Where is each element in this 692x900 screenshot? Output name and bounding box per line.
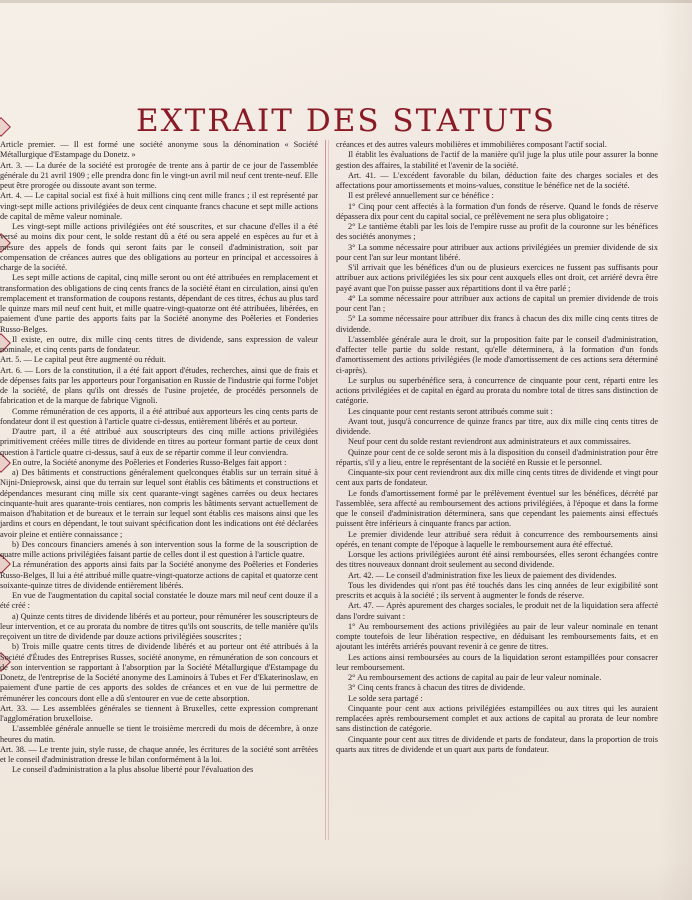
paragraph: 5° La somme nécessaire pour attribuer dix francs à chacun des dix mille cinq cents titres de dividende. bbox=[336, 314, 658, 334]
paragraph: Avant tout, jusqu'à concurrence de quinze francs par titre, aux dix mille cinq cents titres de dividende. bbox=[336, 416, 658, 436]
paragraph: L'assemblée générale aura le droit, sur la proposition faite par le conseil d'administration, d'affecter telle partie du solde restant, qu'elle déterminera, à la formation d'un fonds d'amortissement des actions privilégiées (le mode d'amortissement de ces actions sera déterminé ci-après). bbox=[336, 334, 658, 375]
paragraph: Art. 42. — Le conseil d'administration fixe les lieux de paiement des dividendes. bbox=[348, 570, 617, 580]
paragraph: Art. 4. — Le capital social est fixé à huit millions cinq cent mille francs ; il est représenté par vingt-sept mille actions privilégiées de deux cent cinquante francs chacune et sept mille actions de capital de même valeur nominale. bbox=[0, 191, 318, 221]
paragraph: Cinquante-six pour cent reviendront aux dix mille cinq cents titres de dividende et vingt pour cent aux parts de fondateur. bbox=[336, 468, 658, 488]
paragraph: 3° La somme nécessaire pour attribuer aux actions privilégiées un premier dividende de six pour cent l'an sur leur montant libéré. bbox=[336, 242, 658, 262]
paragraph: Les sept mille actions de capital, cinq mille seront ou ont été attribuées en remplacement et transformation des obligations de cinq cents francs de la société étant en circulation, ainsi qu'en remplacement et transformation de coupons restants, dépendant de ces titres, échus au plus tard le quinze mars mil neuf cent huit, et mille quatre-vingt-quatorze ont été attribuées, libérées, en paiement d'une partie des apports faits par la Société anonyme des Poêleries et Fonderies Russo-Belges. bbox=[0, 273, 318, 334]
paragraph: Art. 6. — Lors de la constitution, il a été fait apport d'études, recherches, ainsi que de frais et de dépenses faits par les apporteurs pour l'organisation en Russie de l'industrie qui forme l'objet de la société, de plans qu'ils ont dressés de l'usine projetée, de procédés personnels de fabrication et de la marque de fabrique Vignoli. bbox=[0, 365, 318, 406]
paragraph: Cinquante pour cent aux actions privilégiées estampillées ou aux titres qui les auraient remplacées après remboursement complet et aux actions de capital au prorata de leur nombre sans distinction de catégorie. bbox=[336, 703, 658, 734]
paragraph: Art. 47. — Après apurement des charges sociales, le produit net de la liquidation sera affecté dans l'ordre suivant : bbox=[336, 601, 658, 621]
paragraph: Le premier dividende leur attribué sera réduit à concurrence des remboursements ainsi opérés, en tenant compte de l'époque à laquelle le remboursement aura été effectué. bbox=[336, 529, 658, 549]
paragraph: La rémunération des apports ainsi faits par la Société anonyme des Poêleries et Fonderies Russo-Belges, Il lui a été attribué mille quatre-vingt-quatorze actions de capital et quatorze cent soixante-quinze titres de dividende entièrement libérés. bbox=[0, 560, 318, 590]
paragraph: Art. 5. — Le capital peut être augmenté ou réduit. bbox=[0, 355, 166, 365]
paragraph: Quinze pour cent de ce solde seront mis à la disposition du conseil d'administration pour être répartis, s'il y a lieu, entre le représentant de la société en Russie et le personnel. bbox=[336, 447, 658, 467]
paragraph: Les actions ainsi remboursées au cours de la liquidation seront estampillées pour consacrer leur remboursement. bbox=[336, 652, 658, 672]
paragraph: b) Des concours financiers amenés à son intervention sous la forme de la souscription de quatre mille actions privilégiées faisant partie de celles dont il est question à l'article quatre. bbox=[0, 539, 318, 559]
paragraph: En outre, la Société anonyme des Poêleries et Fonderies Russo-Belges fait apport : bbox=[12, 457, 287, 467]
paragraph: Article premier. — Il est formé une société anonyme sous la dénomination « Société Métallurgique d'Estampage du Donetz. » bbox=[0, 140, 318, 160]
paragraph: b) Trois mille quatre cents titres de dividende libérés et au porteur ont été attribués à la Société d'Études des Entreprises Russes, société anonyme, en rémunération de son concours et de son intervention se rapportant à l'absorption par la Société Métallurgique d'Estampage du Donetz, de l'entreprise de la Société anonyme des Laminoirs à Tubes et Fer d'Ekaterinoslaw, en paiement d'une partie de ces apports des soldes de créances et en vue de lui permettre de rémunérer les concours dont elle a dû s'entourer en vue de cette absorption. bbox=[0, 642, 318, 703]
paragraph: 2° Le tantième établi par les lois de l'empire russe au profit de la couronne sur les bénéfices des sociétés anonymes ; bbox=[336, 222, 658, 242]
paragraph: Il établit les évaluations de l'actif de la manière qu'il juge la plus utile pour assurer la bonne gestion des affaires, la stabilité et l'avenir de la société. bbox=[336, 150, 658, 170]
column-divider bbox=[328, 140, 329, 840]
paragraph: Art. 3. — La durée de la société est prorogée de trente ans à partir de ce jour de l'assemblée générale du 21 avril 1909 ; elle prendra donc fin le vingt-un avril mil neuf cent trente-neuf. Elle peut être prorogée ou dissoute avant son terme. bbox=[0, 160, 318, 190]
paragraph: Lorsque les actions privilégiées auront été ainsi remboursées, elles seront échangées contre des titres nouveaux donnant droit seulement au second dividende. bbox=[336, 550, 658, 570]
right-text-column bbox=[336, 140, 658, 840]
paragraph: Il est prélevé annuellement sur ce bénéfice : bbox=[348, 191, 494, 201]
paragraph: Cinquante pour cent aux titres de dividende et parts de fondateur, dans la proportion de trois quarts aux titres de dividende et un quart aux parts de fondateur. bbox=[336, 734, 658, 754]
paragraph: 4° La somme nécessaire pour attribuer aux actions de capital un premier dividende de trois pour cent l'an ; bbox=[336, 293, 658, 313]
paragraph: 2° Au remboursement des actions de capital au pair de leur valeur nominale. bbox=[348, 673, 602, 682]
paragraph: Les vingt-sept mille actions privilégiées ont été souscrites, et sur chacune d'elles il a été versé au moins dix pour cent, le solde restant dû a été ou sera appelé en espèces au fur et à mesure des appels de fonds qui seront faits par le conseil d'administration, soit par compensation de créances autres que des obligations au porteur en principal et accessoires à charge de la société. bbox=[0, 222, 318, 272]
paragraph: En vue de l'augmentation du capital social constatée le douze mars mil neuf cent douze il a été créé : bbox=[0, 591, 318, 611]
page-title: EXTRAIT DES STATUTS bbox=[135, 102, 557, 139]
paragraph: Comme rémunération de ces apports, il a été attribué aux apporteurs les cinq cents parts de fondateur dont il est question à l'article quatre ci-dessus, entièrement libérés et au porteur. bbox=[0, 406, 318, 426]
paragraph: D'autre part, il a été attribué aux souscripteurs des cinq mille actions privilégiées primitivement créées mille titres de dividende en titres au porteur formant partie de ceux dont question à l'article quatre ci-dessus, sauf à eux de se répartir comme il leur conviendra. bbox=[0, 427, 318, 457]
paragraph: Il existe, en outre, dix mille cinq cents titres de dividende, sans expression de valeur nominale, et cinq cents parts de fondateur. bbox=[0, 334, 318, 354]
paragraph: a) Quinze cents titres de dividende libérés et au porteur, pour rémunérer les souscripteurs de leur intervention, et ce au prorata du nombre de titres qu'ils ont souscrits, de telle manière qu'ils reçoivent un titre de dividende par douze actions privilégiées souscrites ; bbox=[0, 611, 318, 641]
paragraph: Neuf pour cent du solde restant reviendront aux administrateurs et aux commissaires. bbox=[348, 437, 631, 447]
paragraph: Le conseil d'administration a la plus absolue liberté pour l'évaluation des bbox=[12, 765, 254, 775]
paragraph: Le fonds d'amortissement formé par le prélèvement éventuel sur les bénéfices, décrété par l'assemblée, sera affecté au remboursement des actions privilégiées, à l'époque et dans la forme que le conseil d'administration déterminera, sans que cependant les paiements ainsi effectués puissent être inférieurs à cinquante francs par action. bbox=[336, 488, 658, 529]
paragraph: 1° Cinq pour cent affectés à la formation d'un fonds de réserve. Quand le fonds de réserve dépassera dix pour cent du capital social, ce prélèvement ne sera plus obligatoire ; bbox=[336, 201, 658, 221]
paragraph: Art. 33. — Les assemblées générales se tiennent à Bruxelles, cette expression comprenant l'agglomération bruxelloise. bbox=[0, 703, 318, 723]
paragraph: Art. 38. — Le trente juin, style russe, de chaque année, les écritures de la société sont arrêtées et le conseil d'administration dresse le bilan conformément à la loi. bbox=[0, 744, 318, 764]
left-text-column bbox=[0, 140, 318, 840]
top-edge bbox=[0, 0, 692, 3]
paragraph: 1° Au remboursement des actions privilégiées au pair de leur valeur nominale en tenant compte toutefois de leur libération respective, en déduisant les remboursements faits, et en ajoutant les intérêts arriérés pouvant revenir à ce genre de titres. bbox=[336, 621, 658, 652]
paragraph: L'assemblée générale annuelle se tient le troisième mercredi du mois de décembre, à onze heures du matin. bbox=[0, 724, 318, 744]
page-bottom-shadow bbox=[0, 860, 692, 900]
paragraph: S'il arrivait que les bénéfices d'un ou de plusieurs exercices ne fussent pas suffisants pour attribuer aux actions privilégiées les six pour cent auxquels elles ont droit, cet arriéré devra être payé avant que l'on puisse passer aux répartitions dont il va être parlé ; bbox=[336, 263, 658, 293]
paragraph: créances et des autres valeurs mobilières et immobilières composant l'actif social. bbox=[336, 140, 607, 149]
paragraph: Tous les dividendes qui n'ont pas été touchés dans les cinq années de leur exigibilité sont prescrits et acquis à la société ; ils servent à augmenter le fonds de réserve. bbox=[336, 580, 658, 600]
paragraph: a) Des bâtiments et constructions généralement quelconques établis sur un terrain situé à Nijni-Dnieprowsk, ainsi que du terrain sur lequel sont établis ces bâtiments et constructions et dépendances mesurant cinq mille six cent quarante-vingt sagènes carrées ou deux hectares cinquante-huit ares quarante-trois centiares, non compris les bâtiments servant actuellement de maison d'habitation et de bureaux et le terrain sur lequel sont établis ces maisons ainsi que les jardins et cours en dépendant, le tout suivant spécification dont les indications ont été déclarées avoir pleine et entière connaissance ; bbox=[0, 468, 318, 539]
paragraph: Le solde sera partagé : bbox=[348, 693, 423, 703]
page-edge-shadow bbox=[658, 0, 692, 900]
paragraph: Les cinquante pour cent restants seront attribués comme suit : bbox=[348, 406, 553, 416]
paragraph: Le surplus ou superbénéfice sera, à concurrence de cinquante pour cent, réparti entre les actions privilégiées et de capital en égard au prorata du nombre total de titres sans distinction de catégorie. bbox=[336, 375, 658, 406]
column-divider bbox=[325, 140, 326, 840]
paragraph: 3° Cinq cents francs à chacun des titres de dividende. bbox=[348, 683, 526, 693]
paragraph: Art. 41. — L'excédent favorable du bilan, déduction faite des charges sociales et des affectations pour amortissements et moins-values, constitue le bénéfice net de la société. bbox=[336, 170, 658, 190]
